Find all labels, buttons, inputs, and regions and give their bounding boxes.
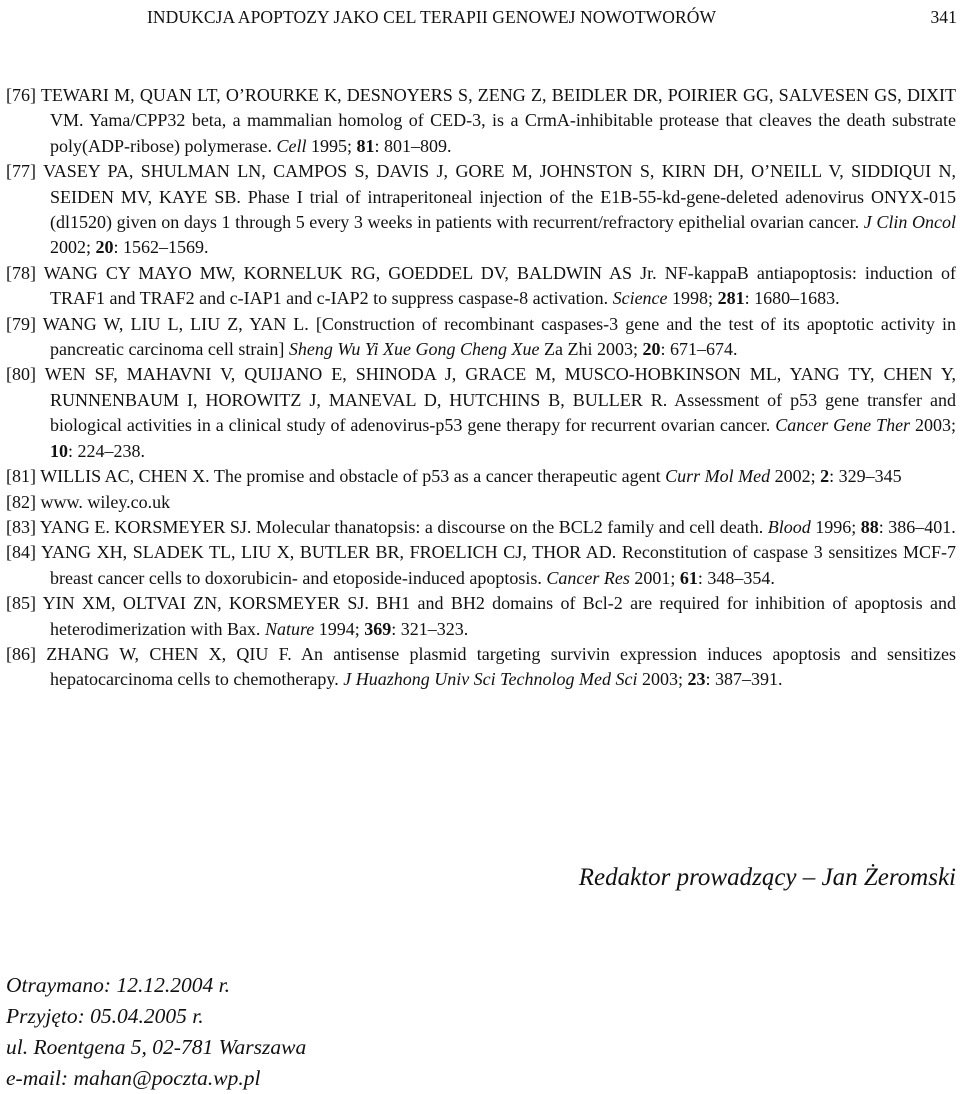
reference-entry	[6, 464, 956, 489]
reference-volume: 81	[356, 135, 375, 156]
reference-journal: Curr Mol Med	[665, 466, 771, 487]
reference-entry	[6, 362, 956, 464]
reference-volume: 2	[820, 466, 830, 487]
reference-volume: 20	[95, 237, 114, 258]
reference-number: [77]	[6, 161, 36, 182]
reference-journal: J Clin Oncol	[863, 212, 956, 233]
reference-pages: : 348–354.	[697, 567, 775, 588]
reference-journal: Cell	[276, 135, 307, 156]
reference-year: 1994;	[318, 618, 360, 639]
reference-number: [84]	[6, 542, 36, 563]
reference-number: [79]	[6, 313, 36, 334]
reference-year: 2003;	[642, 669, 684, 690]
reference-text: VASEY PA, SHULMAN LN, CAMPOS S, DAVIS J, GORE M, JOHNSTON S, KIRN DH, O’NEILL V, SIDDIQUI N, SEIDEN MV, KAYE SB. Phase I trial of intraperitoneal injection of the E1B-55-kd-gene-deleted adenovirus ONYX-015 (dl1520) given on days 1 through 5 every 3 weeks in patients with recurrent/refractory epithelial ovarian cancer.	[43, 161, 956, 233]
reference-year: 1998;	[672, 288, 714, 309]
reference-entry	[6, 159, 956, 261]
reference-entry	[6, 540, 956, 591]
reference-pages: : 1562–1569.	[113, 237, 209, 258]
reference-number: [80]	[6, 364, 36, 385]
reference-entry	[6, 642, 956, 693]
reference-text: YANG XH, SLADEK TL, LIU X, BUTLER BR, FROELICH CJ, THOR AD. Reconstitution of caspase 3 sensitizes MCF-7 breast cancer cells to doxorubicin- and etoposide-induced apoptosis.	[40, 542, 956, 588]
reference-journal: Sheng Wu Yi Xue Gong Cheng Xue	[288, 339, 540, 360]
reference-pages: : 321–323.	[391, 618, 469, 639]
reference-pages: : 801–809.	[374, 135, 452, 156]
reference-text: WANG W, LIU L, LIU Z, YAN L. [Construction of recombinant caspases-3 gene and the test of its apoptotic activity in pancreatic carcinoma cell strain]	[42, 313, 956, 360]
reference-entry	[6, 591, 956, 642]
reference-number: [83]	[6, 516, 36, 537]
reference-volume: 61	[679, 567, 698, 588]
reference-volume: 20	[642, 339, 661, 360]
reference-year: 1995;	[310, 135, 352, 156]
reference-number: [82]	[6, 491, 36, 512]
reference-number: [78]	[6, 262, 36, 283]
reference-pages: : 329–345	[829, 466, 902, 487]
reference-volume: 369	[364, 618, 392, 639]
email: e-mail: mahan@poczta.wp.pl	[6, 1066, 261, 1090]
reference-year: Za Zhi 2003;	[544, 339, 638, 360]
reference-journal: Nature	[264, 618, 315, 639]
reference-entry	[6, 515, 956, 540]
reference-pages: : 671–674.	[660, 339, 738, 360]
accepted-date: Przyjęto: 05.04.2005 r.	[6, 1004, 204, 1028]
reference-pages: : 224–238.	[68, 440, 146, 461]
reference-list	[6, 83, 956, 693]
reference-entry	[6, 83, 956, 159]
reference-text: WEN SF, MAHAVNI V, QUIJANO E, SHINODA J, GRACE M, MUSCO-HOBKINSON ML, YANG TY, CHEN Y, RUNNENBAUM I, HOROWITZ J, MANEVAL D, HUTCHINS B, BULLER R. Assessment of p53 gene transfer and biological activities in a clinical study of adenovirus-p53 gene therapy for recurrent ovarian cancer.	[44, 364, 956, 436]
reference-pages: : 386–401.	[878, 516, 956, 537]
reference-number: [85]	[6, 593, 36, 614]
reference-journal: Cancer Gene Ther	[775, 415, 911, 436]
reference-text: TEWARI M, QUAN LT, O’ROURKE K, DESNOYERS S, ZENG Z, BEIDLER DR, POIRIER GG, SALVESEN GS, DIXIT VM. Yama/CPP32 beta, a mammalian homolog of CED-3, is a CrmA-inhibitable protease that cleaves the death substrate poly(ADP-ribose) polymerase.	[40, 85, 956, 156]
correspondence-info	[6, 970, 306, 1094]
reference-number: [86]	[6, 643, 36, 664]
reference-pages: : 1680–1683.	[744, 288, 840, 309]
running-header-title: INDUKCJA APOPTOZY JAKO CEL TERAPII GENOWEJ NOWOTWORÓW	[147, 7, 717, 27]
reference-journal: Science	[612, 288, 668, 309]
reference-number: [76]	[6, 85, 36, 105]
reference-text: WILLIS AC, CHEN X. The promise and obstacle of p53 as a cancer therapeutic agent	[40, 466, 661, 487]
reference-text: ZHANG W, CHEN X, QIU F. An antisense plasmid targeting survivin expression induces apoptosis and sensitizes hepatocarcinoma cells to chemotherapy.	[46, 643, 957, 690]
address: ul. Roentgena 5, 02-781 Warszawa	[6, 1035, 307, 1059]
reference-text: YANG E. KORSMEYER SJ. Molecular thanatopsis: a discourse on the BCL2 family and cell death.	[39, 516, 764, 537]
received-date: Otraymano: 12.12.2004 r.	[6, 973, 230, 997]
page-number: 341	[930, 7, 957, 27]
reference-entry	[6, 490, 956, 515]
reference-year: 2002;	[774, 466, 816, 487]
reference-year: 2001;	[634, 567, 676, 588]
reference-entry	[6, 261, 956, 312]
reference-journal: Cancer Res	[546, 567, 630, 588]
reference-volume: 10	[50, 440, 68, 461]
reference-number: [81]	[6, 466, 36, 487]
running-header	[0, 5, 960, 29]
reference-pages: : 387–391.	[705, 669, 783, 690]
reference-volume: 23	[687, 669, 706, 690]
reference-journal: J Huazhong Univ Sci Technolog Med Sci	[343, 669, 638, 690]
reference-year: 2003;	[915, 415, 957, 436]
reference-year: 1996;	[815, 516, 857, 537]
reference-entry	[6, 312, 956, 363]
reference-text: YIN XM, OLTVAI ZN, KORSMEYER SJ. BH1 and BH2 domains of Bcl-2 are required for inhibition of apoptosis and heterodimerization with Bax.	[42, 593, 956, 639]
reference-journal: Blood	[767, 516, 811, 537]
reference-text: WANG CY MAYO MW, KORNELUK RG, GOEDDEL DV, BALDWIN AS Jr. NF-kappaB antiapoptosis: induction of TRAF1 and TRAF2 and c-IAP1 and c-IAP2 to suppress caspase-8 activation.	[43, 262, 956, 309]
reference-year: 2002;	[50, 237, 92, 258]
reference-text: www. wiley.co.uk	[40, 491, 171, 512]
reference-volume: 281	[717, 288, 745, 309]
reference-volume: 88	[860, 516, 879, 537]
editor-credit: Redaktor prowadzący – Jan Żeromski	[578, 864, 956, 891]
